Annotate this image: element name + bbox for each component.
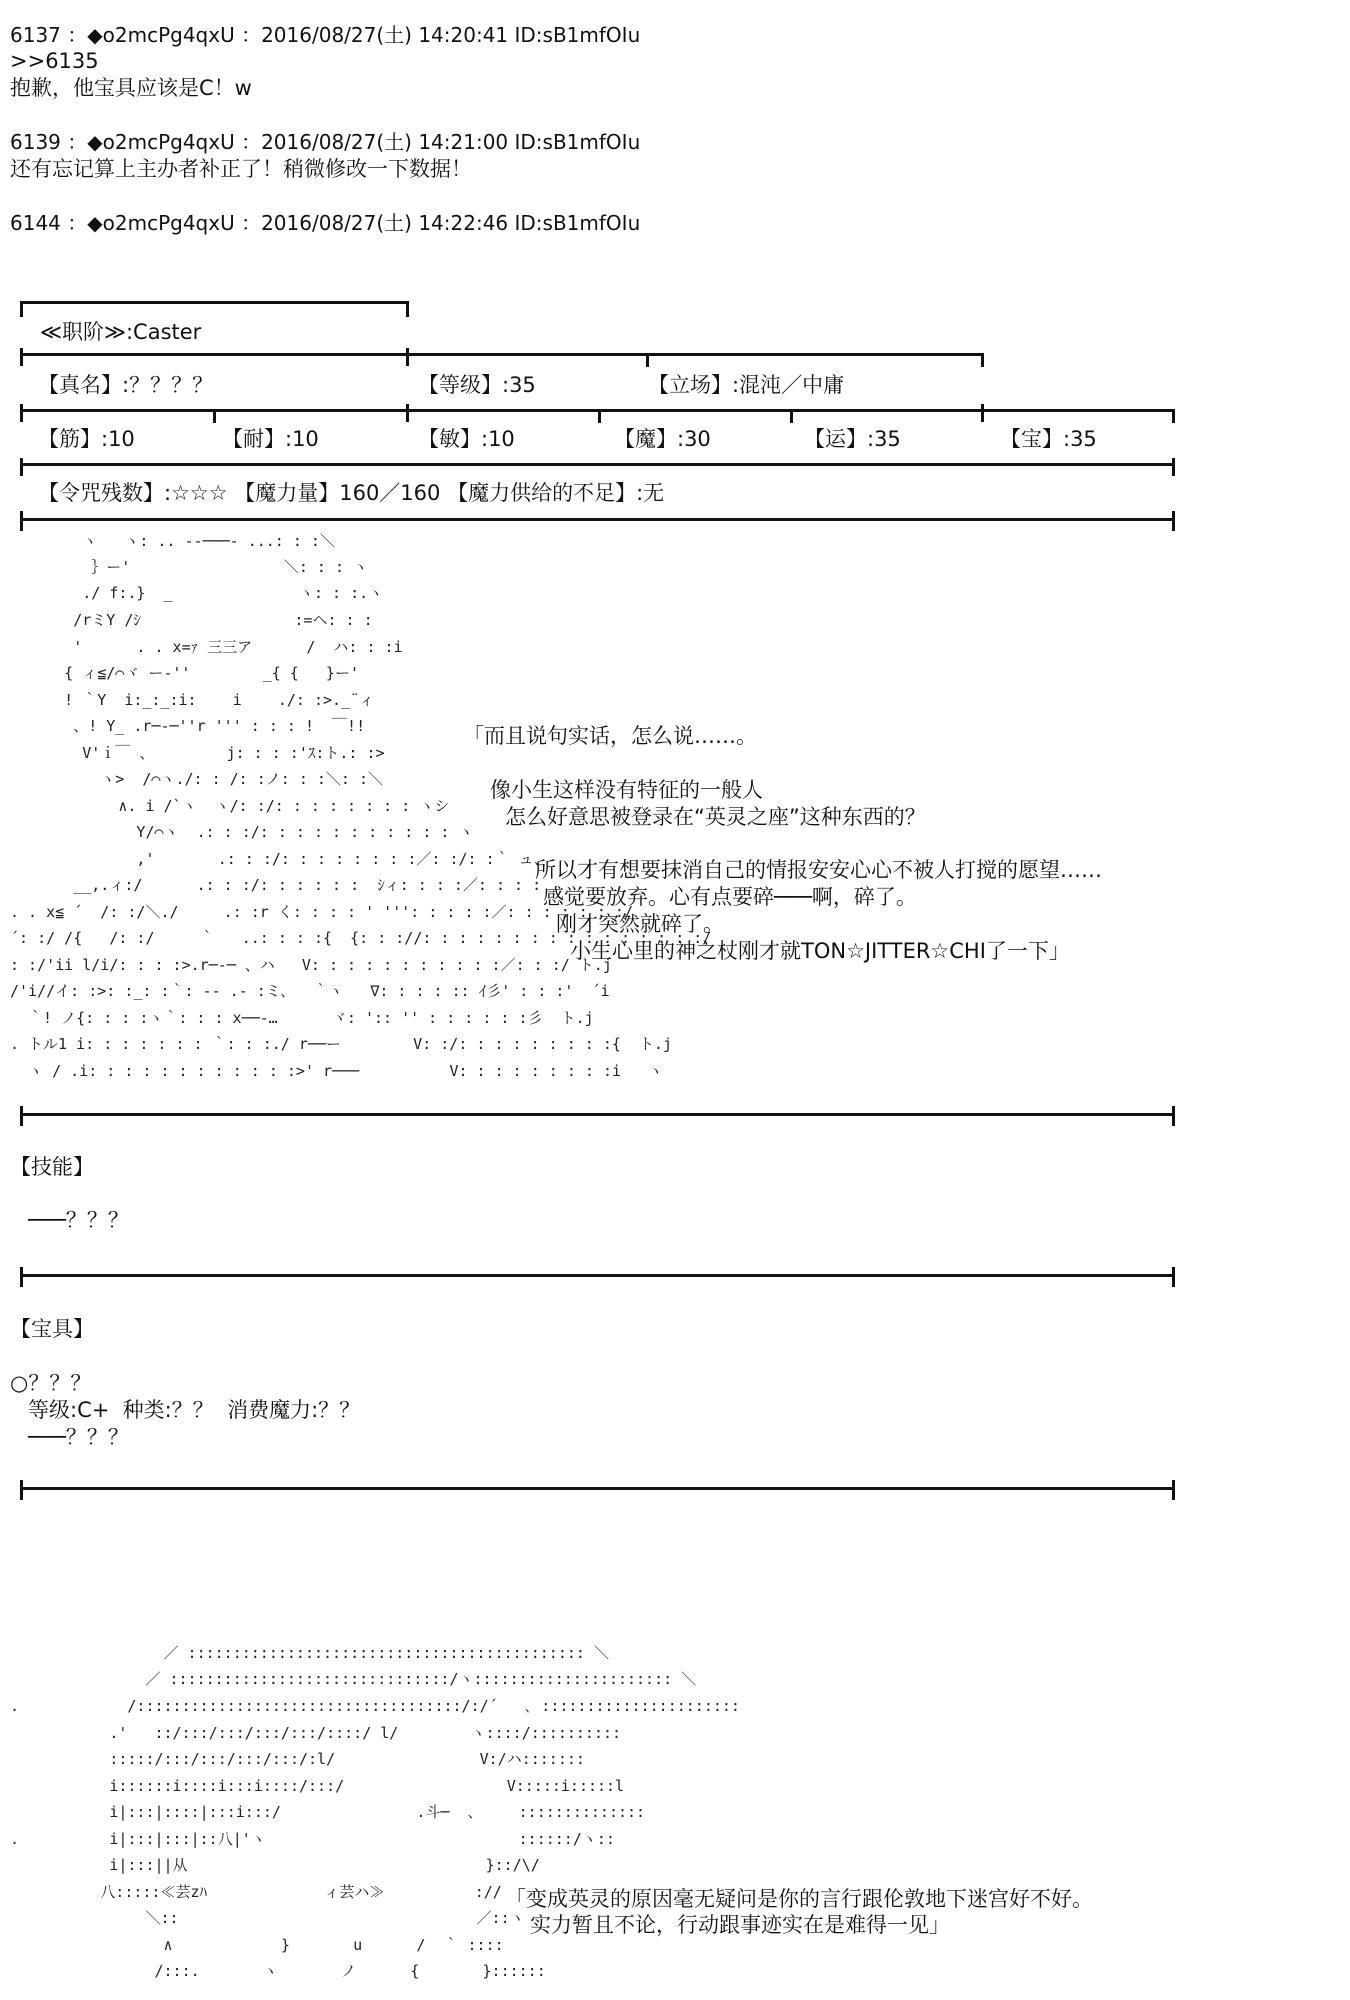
art-line: V'ｉ￣ 、 j: : : :'ｽ:ト.: :> <box>10 744 385 762</box>
dialogue-line: 刚才突然就碎了。 <box>556 912 724 936</box>
divider <box>20 518 1175 521</box>
art-line: ヽ> /⌒ヽ./: : /: :ノ: : :＼: :＼ <box>10 770 384 788</box>
alignment-field: 【立场】:混沌／中庸 <box>648 373 845 397</box>
art-line: ／ :::::::::::::::::::::::::::::::::::::::::::: ＼ <box>10 1644 609 1662</box>
reply-anchor-link[interactable]: >>6135 <box>10 49 99 73</box>
dialogue-line: 怎么好意思被登录在“英灵之座”这种东西的？ <box>505 805 926 829</box>
divider <box>20 463 1175 466</box>
divider <box>1172 1106 1175 1126</box>
art-line: i::::::i::::i:::i::::/:::/ V:::::i:::::l <box>10 1777 625 1795</box>
divider <box>20 1274 1175 1277</box>
divider <box>790 409 793 423</box>
noble-phantasm-name: ○？？？ <box>10 1371 92 1395</box>
art-line: ./ f:.} _ ヽ: : :.ヽ <box>10 584 384 602</box>
stat-strength: 【筋】:10 <box>38 427 135 451</box>
art-line: ∧ } u / ｀ :::: <box>10 1936 504 1954</box>
post-body-line: 还有忘记算上主办者补正了！稍微修改一下数据！ <box>10 157 472 181</box>
art-line: i|:::|::::|:::i:::/ .斗─ 、 :::::::::::::: <box>10 1803 646 1821</box>
divider <box>1172 409 1175 423</box>
dialogue-line: 像小生这样没有特征的一般人 <box>490 778 763 802</box>
level-field: 【等级】:35 <box>418 373 536 397</box>
art-line: :::::/:::/:::/:::/:::/:l/ V:/ハ::::::: <box>10 1750 585 1768</box>
divider <box>20 1106 23 1126</box>
art-line: { ィ≦/⌒ヾ ー‐'' _{ { }ー' <box>10 664 359 682</box>
dialogue-line: 小生心里的神之杖刚才就TON☆JITTER☆CHI了一下」 <box>570 939 1070 963</box>
skills-heading: 【技能】 <box>10 1155 94 1179</box>
art-line: ! ｀Y i:_:_:i: i ./: :>._¨ィ <box>10 691 375 709</box>
noble-phantasm-detail: 等级:C+ 种类:？？ 消费魔力:？？ <box>28 1398 361 1422</box>
divider <box>981 353 984 367</box>
art-line: ヽ ヽ: .. -‐───- ...: : :＼ <box>10 532 335 550</box>
dialogue-line: 感觉要放弃。心有点要碎───啊，碎了。 <box>543 885 917 909</box>
art-line: 八:::::≪芸zﾊ ィ芸ハ≫ :// <box>10 1883 502 1901</box>
art-line: . トル1 i: : : : : : : ｀: : :./ r──ー V: :/: : : : : : : : :{ ト.j <box>10 1035 673 1053</box>
art-line: . i|:::|:::|::八|'ヽ ::::::/ヽ:: <box>10 1830 615 1848</box>
art-line: : :/'ii l/i/: : : :>.r─‐─ 、ハ V: : : : : : : : : : :／: : :/ ト.j <box>10 956 612 974</box>
divider <box>406 301 409 317</box>
art-line: ∧. i /`ヽ ヽ/: :/: : : : : : : : ヽシ <box>10 797 450 815</box>
noble-phantasm-text: ───？？？ <box>28 1425 129 1449</box>
art-line: 、! Y_ .r─‐─''r ''' : : : ! ￣!! <box>10 717 366 735</box>
divider <box>20 1480 23 1500</box>
stat-noble-phantasm: 【宝】:35 <box>1000 427 1097 451</box>
class-field: ≪职阶≫:Caster <box>40 320 202 344</box>
art-line: ／ :::::::::::::::::::::::::::::::/ヽ:::::::::::::::::::::: ＼ <box>10 1670 697 1688</box>
divider <box>646 353 649 367</box>
dialogue-line: 「变成英灵的原因毫无疑问是你的言行跟伦敦地下迷宫好不好。 <box>505 1887 1093 1911</box>
art-line: i|:::||从 }::/\/ <box>10 1856 540 1874</box>
art-line: ´: :/ /{ /: :/ ｀ ..: : : :{ {: : ://: : : : : : : : : : : : : : : :/ <box>10 929 712 947</box>
noble-phantasm-heading: 【宝具】 <box>10 1317 94 1341</box>
dialogue-line: 所以才有想要抹消自己的情报安安心心不被人打搅的愿望…… <box>535 858 1102 882</box>
divider <box>1172 458 1175 476</box>
dialogue-line: 「而且说句实话，怎么说……。 <box>463 724 757 748</box>
divider <box>20 404 23 422</box>
divider <box>20 353 984 356</box>
divider <box>981 404 984 422</box>
divider <box>20 348 23 366</box>
art-line: Y/⌒ヽ .: : :/: : : : : : : : : : : ヽ <box>10 823 474 841</box>
divider <box>20 1113 1175 1116</box>
divider <box>20 301 23 317</box>
art-line: ｀! ノ{: : : :ヽ｀: : : x──‐… ヾ: ':: '' : : : : : :彡 ト.j <box>10 1009 594 1027</box>
post-header: 6139 ：◆o2mcPg4qxU ：2016/08/27(土) 14:21:00 ID:sB1mfOIu <box>10 130 641 154</box>
post-header: 6137 ：◆o2mcPg4qxU ：2016/08/27(土) 14:20:41 ID:sB1mfOIu <box>10 23 641 47</box>
art-line: /'i//イ: :>: :_: :｀: -‐ .- :ミ、 ｀ヽ ∇: : : : :: ｲ彡' : : :' ´i <box>10 982 610 1000</box>
art-line: ＼:: ／::ヽ <box>10 1909 525 1927</box>
true-name-field: 【真名】:？？？？ <box>38 373 214 397</box>
divider <box>20 301 408 304</box>
stat-endurance: 【耐】:10 <box>222 427 319 451</box>
divider <box>1172 511 1175 531</box>
skills-text: ───？？？ <box>28 1208 129 1232</box>
stat-luck: 【运】:35 <box>804 427 901 451</box>
art-line: .' ::/:::/:::/:::/:::/::::/ l/ ヽ::::/:::::::::: <box>10 1724 622 1742</box>
divider <box>213 409 216 423</box>
art-line: ' . . x=ｧ 三三ア / ハ: : :i <box>10 638 403 656</box>
dialogue-line: 实力暂且不论，行动跟事迹实在是难得一见」 <box>530 1913 950 1937</box>
divider <box>20 1267 23 1287</box>
stat-agility: 【敏】:10 <box>418 427 515 451</box>
divider <box>1172 1267 1175 1287</box>
art-line: . /::::::::::::::::::::::::::::::::::::/:/´ ､ :::::::::::::::::::::: <box>10 1697 740 1715</box>
divider <box>406 404 409 422</box>
divider <box>20 1487 1175 1490</box>
mana-field: 【令咒残数】:☆☆☆ 【魔力量】160／160 【魔力供给的不足】:无 <box>38 481 665 505</box>
divider <box>598 409 601 423</box>
post-header: 6144 ：◆o2mcPg4qxU ：2016/08/27(土) 14:22:46 ID:sB1mfOIu <box>10 211 641 235</box>
post-body-line: 抱歉，他宝具应该是C！w <box>10 76 252 100</box>
art-line: . . x≦ ´ /: :/＼./ .: :r く: : : : ' ''': : : : :／: : : : : : :/ <box>10 903 633 921</box>
art-line: ｝ー' ＼: : : ヽ <box>10 558 369 576</box>
stat-mana: 【魔】:30 <box>614 427 711 451</box>
art-line: ,' .: : :/: : : : : : : :／: :/: :｀ ュ、 <box>10 850 549 868</box>
art-line: /:::. ヽ ノ { }:::::: <box>10 1962 546 1980</box>
art-line: __,.ィ:/ .: : :/: : : : : : ｼィ: : : :／: : : : <box>10 876 542 894</box>
divider <box>1172 1480 1175 1500</box>
divider <box>20 458 23 476</box>
art-line: ヽ / .i: : : : : : : : : : : :>' r─── V: : : : : : : : :i ヽ <box>10 1062 664 1080</box>
divider <box>406 348 409 366</box>
art-line: /rミY /ｼ :=ヘ: : : <box>10 611 373 629</box>
